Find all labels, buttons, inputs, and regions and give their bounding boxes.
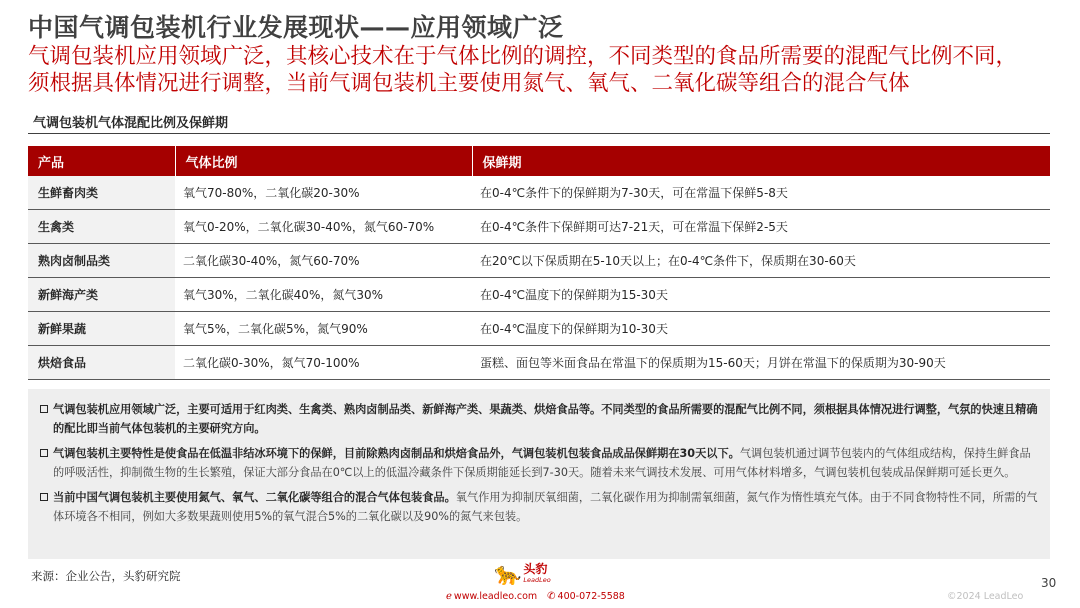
- cell-product: 新鲜果蔬: [28, 312, 175, 346]
- note-text: 气调包装机通过调节包装内的气体组成结构，保持生鲜食品的呼吸活性，抑制微生物的生长繁殖，保证大部分食品在0℃以上的低温冷藏条件下保质期能延长到7-30天。随着未来气调技术发展、可用气体材料增多，气调包装机包装成品保鲜期可延长更久。: [53, 447, 1031, 479]
- cell-shelf-life: 在0-4℃条件下的保鲜期为7-30天，可在常温下保鲜5-8天: [472, 176, 1050, 210]
- table-row: [28, 244, 1050, 278]
- cell-product: 生禽类: [28, 210, 175, 244]
- table-row: [28, 312, 1050, 346]
- note-item: [40, 401, 1038, 438]
- page-number: 30: [1041, 576, 1057, 590]
- cell-gas-ratio: 二氧化碳30-40%，氮气60-70%: [175, 244, 472, 278]
- cell-product: 生鲜畜肉类: [28, 176, 175, 210]
- logo-subtext: LeadLeo: [523, 576, 551, 584]
- note-text: 氧气作用为抑制厌氧细菌，二氧化碳作用为抑制需氧细菌，氮气作为惰性填充气体。由于不同食物特性不同，所需的气体环境各不相同，例如大多数果蔬则使用5%的氧气混合5%的二氧化碳以及90%的氮气来包装。: [53, 491, 1038, 523]
- table-row: [28, 210, 1050, 244]
- cell-gas-ratio: 氧气70-80%，二氧化碳20-30%: [175, 176, 472, 210]
- column-header-gas-ratio: 气体比例: [175, 146, 472, 176]
- note-bold-text: 气调包装机应用领域广泛，主要可适用于红肉类、生禽类、熟肉卤制品类、新鲜海产类、果蔬类、烘焙食品等。不同类型的食品所需要的混配气比例不同，须根据具体情况进行调整，气氛的快速且精确的配比即当前气体包装机的主要研究方向。: [53, 403, 1038, 435]
- cell-shelf-life: 在20℃以下保质期在5-10天以上；在0-4℃条件下，保质期在30-60天: [472, 244, 1050, 278]
- column-header-shelf-life: 保鲜期: [472, 146, 1050, 176]
- cell-shelf-life: 在0-4℃温度下的保鲜期为15-30天: [472, 278, 1050, 312]
- cell-gas-ratio: 氧气0-20%，二氧化碳30-40%，氮气60-70%: [175, 210, 472, 244]
- cell-product: 烘焙食品: [28, 346, 175, 380]
- subtitle-line: 气调包装机应用领域广泛，其核心技术在于气体比例的调控，不同类型的食品所需要的混配气比例不同，: [28, 44, 1018, 69]
- table-title: 气调包装机气体混配比例及保鲜期: [33, 116, 229, 131]
- phone-icon: ✆: [547, 591, 556, 602]
- cell-gas-ratio: 二氧化碳0-30%，氮气70-100%: [175, 346, 472, 380]
- website-link[interactable]: www.leadleo.com: [453, 591, 538, 602]
- checkbox-bullet-icon: [40, 449, 48, 457]
- checkbox-bullet-icon: [40, 405, 48, 413]
- page-subtitle: [28, 43, 1068, 97]
- cell-gas-ratio: 氧气30%，二氧化碳40%，氮气30%: [175, 278, 472, 312]
- section-divider: [28, 133, 1050, 134]
- note-bold-text: 当前中国气调包装机主要使用氮气、氧气、二氧化碳等组合的混合气体包装食品。: [53, 491, 456, 504]
- table-header-row: [28, 146, 1050, 176]
- subtitle-line: 须根据具体情况进行调整，当前气调包装机主要使用氮气、氧气、二氧化碳等组合的混合气体: [28, 71, 910, 96]
- table-row: [28, 278, 1050, 312]
- phone-number: 400-072-5588: [557, 591, 625, 602]
- cell-shelf-life: 在0-4℃条件下保鲜期可达7-21天，可在常温下保鲜2-5天: [472, 210, 1050, 244]
- leopard-icon: 🐆: [494, 562, 522, 587]
- gas-ratio-table: [28, 146, 1050, 380]
- cell-product: 新鲜海产类: [28, 278, 175, 312]
- page-title: 中国气调包装机行业发展现状——应用领域广泛: [28, 13, 564, 42]
- cell-shelf-life: 蛋糕、面包等米面食品在常温下的保质期为15-60天；月饼在常温下的保质期为30-90天: [472, 346, 1050, 380]
- table-row: [28, 346, 1050, 380]
- notes-panel: [28, 389, 1050, 559]
- note-item: [40, 489, 1038, 526]
- logo-text: 头豹: [523, 562, 548, 576]
- globe-icon: ℯ: [446, 591, 452, 602]
- checkbox-bullet-icon: [40, 493, 48, 501]
- cell-shelf-life: 在0-4℃温度下的保鲜期为10-30天: [472, 312, 1050, 346]
- copyright: ©2024 LeadLeo: [947, 591, 1024, 602]
- contact-bar: [446, 591, 625, 602]
- column-header-product: 产品: [28, 146, 175, 176]
- table-row: [28, 176, 1050, 210]
- note-bold-text: 气调包装机主要特性是使食品在低温非结冰环境下的保鲜，目前除熟肉卤制品和烘焙食品外，气调包装机包装食品成品保鲜期在30天以下。: [53, 447, 740, 460]
- note-item: [40, 445, 1038, 482]
- leadleo-logo: [494, 563, 551, 587]
- cell-gas-ratio: 氧气5%，二氧化碳5%，氮气90%: [175, 312, 472, 346]
- cell-product: 熟肉卤制品类: [28, 244, 175, 278]
- source-note: 来源：企业公告，头豹研究院: [31, 569, 181, 583]
